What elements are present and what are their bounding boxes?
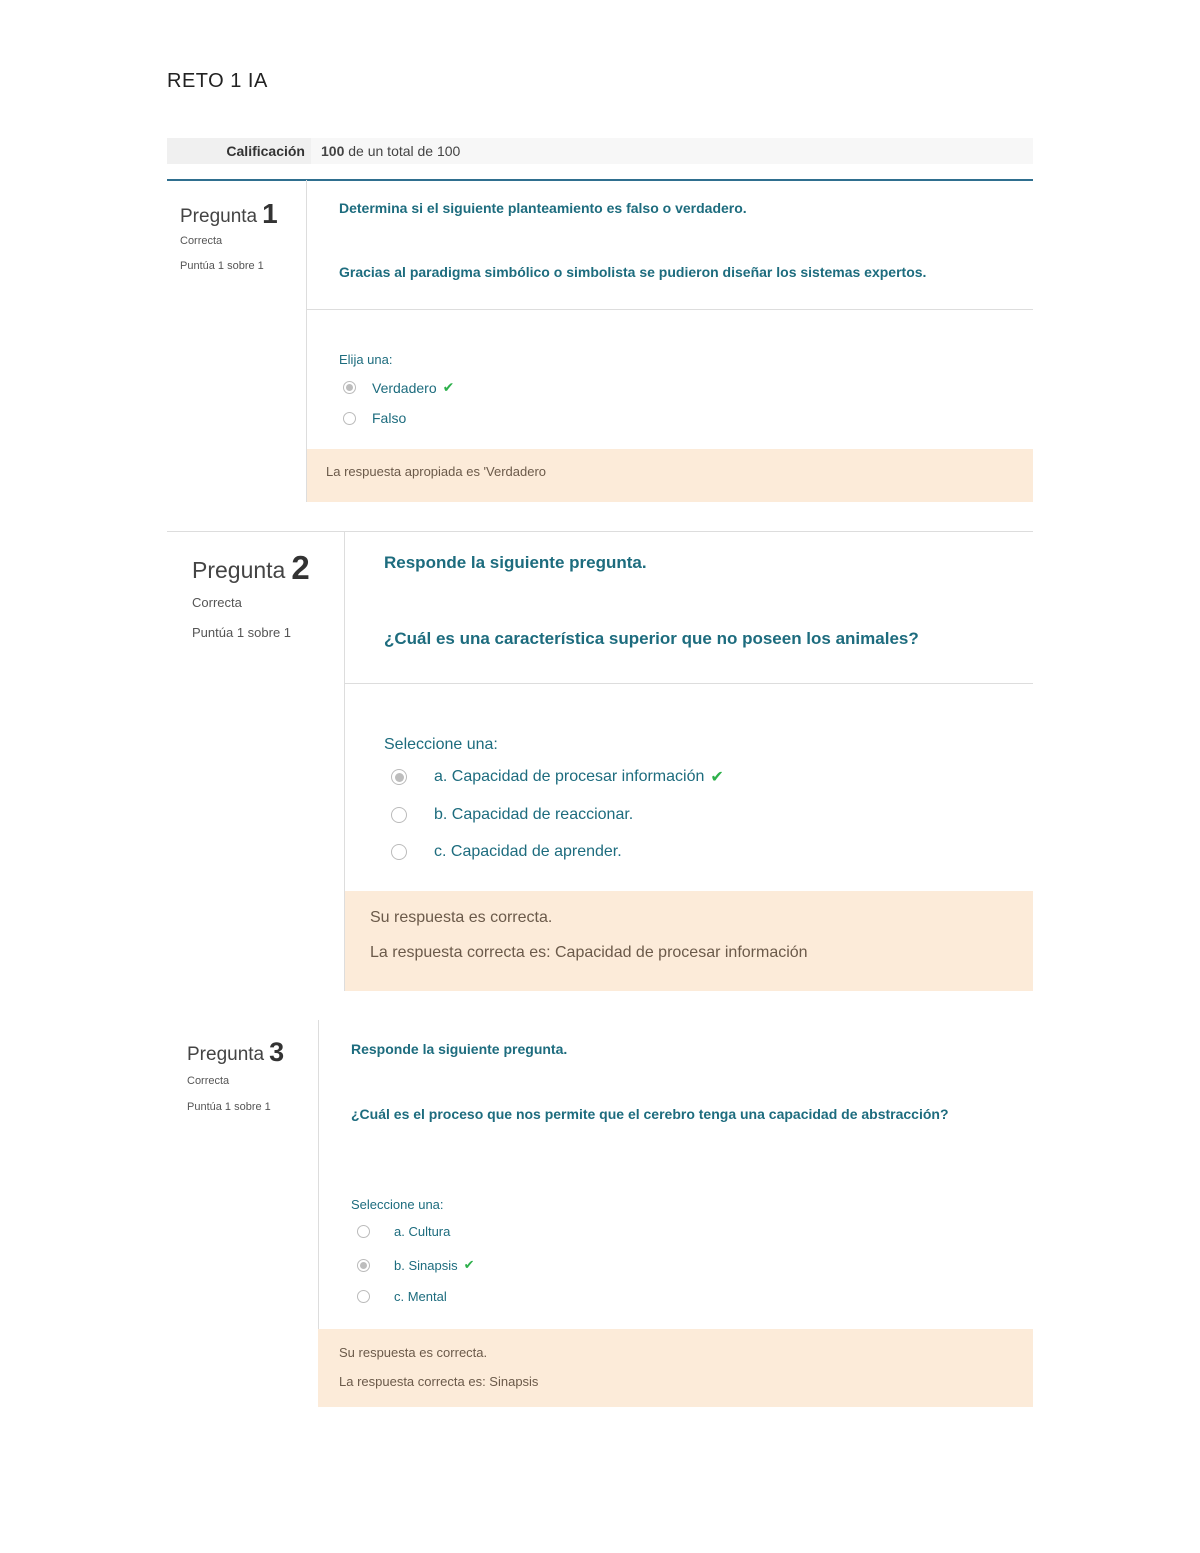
radio-button-icon[interactable] [391, 769, 407, 785]
question-2-label: Pregunta [192, 557, 286, 583]
option-label: b. Sinapsis [394, 1257, 458, 1273]
question-2-number: 2 [291, 549, 310, 586]
question-1-option-true[interactable] [343, 379, 454, 396]
question-1-mark: Puntúa 1 sobre 1 [180, 260, 264, 272]
option-label: Falso [372, 410, 407, 426]
question-1-separator [307, 309, 1033, 310]
question-1-label: Pregunta [180, 206, 258, 227]
question-2-info [192, 548, 310, 640]
grade-summary [167, 138, 1033, 164]
question-3-prompt: Seleccione una: [351, 1197, 444, 1212]
question-2-question: ¿Cuál es una característica superior que no poseen los animales? [384, 629, 919, 648]
option-label: b. Capacidad de reaccionar. [434, 806, 634, 823]
question-2-instruction: Responde la siguiente pregunta. [384, 553, 647, 572]
question-2-option-c[interactable] [391, 843, 622, 861]
feedback-line: Su respuesta es correcta. [339, 1345, 488, 1360]
checkmark-icon: ✔ [710, 769, 724, 786]
question-3-state: Correcta [187, 1075, 230, 1087]
grade-label: Calificación [167, 138, 311, 164]
question-2-option-b[interactable] [391, 806, 633, 824]
feedback-line: La respuesta apropiada es 'Verdadero [326, 464, 547, 479]
option-label: a. Capacidad de procesar información [434, 768, 705, 785]
question-1-number: 1 [262, 198, 278, 229]
checkmark-icon: ✔ [442, 379, 455, 395]
feedback-line: Su respuesta es correcta. [370, 909, 553, 926]
question-3-option-c[interactable] [357, 1289, 447, 1304]
grade-value-cell [311, 138, 1033, 164]
radio-button-icon[interactable] [343, 381, 356, 394]
grade-suffix: de un total de 100 [348, 143, 461, 159]
option-label: c. Mental [394, 1289, 447, 1304]
question-2-top-rule [167, 531, 1033, 532]
question-2-separator [345, 683, 1033, 684]
question-1-instruction: Determina si el siguiente planteamiento es falso o verdadero. [339, 200, 747, 216]
question-3-feedback [318, 1329, 1033, 1407]
radio-button-icon[interactable] [357, 1259, 370, 1272]
question-1-state: Correcta [180, 235, 223, 247]
question-1-option-false[interactable] [343, 410, 406, 426]
question-3-option-a[interactable] [357, 1224, 450, 1239]
question-1-info [180, 196, 278, 272]
question-1-feedback [307, 449, 1033, 502]
question-1-prompt: Elija una: [339, 352, 393, 367]
radio-button-icon[interactable] [391, 807, 407, 823]
grade-value: 100 [321, 143, 345, 159]
checkmark-icon: ✔ [463, 1257, 475, 1272]
question-3-option-b[interactable] [357, 1257, 475, 1273]
feedback-line: La respuesta correcta es: Capacidad de procesar información [370, 944, 808, 961]
radio-button-icon[interactable] [343, 412, 356, 425]
radio-button-icon[interactable] [357, 1225, 370, 1238]
question-1-top-rule [167, 179, 1033, 181]
option-label: Verdadero [372, 379, 437, 396]
question-2-prompt: Seleccione una: [384, 736, 498, 753]
question-2-mark: Puntúa 1 sobre 1 [192, 625, 292, 640]
question-3-info [187, 1036, 284, 1113]
question-3-number: 3 [269, 1037, 285, 1067]
question-2-state: Correcta [192, 595, 242, 610]
radio-button-icon[interactable] [357, 1290, 370, 1303]
question-1-statement: Gracias al paradigma simbólico o simbolista se pudieron diseñar los sistemas expertos. [339, 264, 927, 280]
option-label: a. Cultura [394, 1224, 451, 1239]
radio-button-icon[interactable] [391, 844, 407, 860]
question-3-question: ¿Cuál es el proceso que nos permite que el cerebro tenga una capacidad de abstracción? [351, 1106, 949, 1122]
document-title: RETO 1 IA [167, 70, 268, 92]
question-3-instruction: Responde la siguiente pregunta. [351, 1041, 568, 1057]
feedback-line: La respuesta correcta es: Sinapsis [339, 1374, 539, 1389]
question-3-mark: Puntúa 1 sobre 1 [187, 1101, 271, 1113]
question-2-feedback [345, 891, 1033, 991]
option-label: c. Capacidad de aprender. [434, 843, 622, 860]
question-3-label: Pregunta [187, 1044, 265, 1065]
question-2-option-a[interactable] [391, 767, 724, 787]
